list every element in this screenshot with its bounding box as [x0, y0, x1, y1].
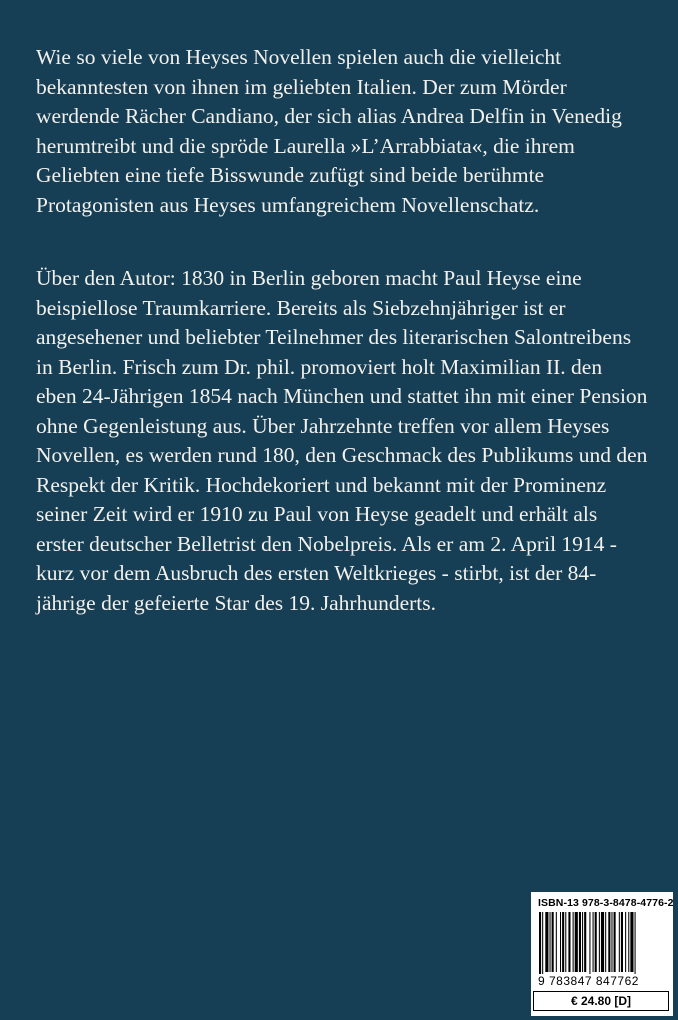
barcode-bar	[619, 912, 620, 972]
barcode-bar	[568, 912, 570, 972]
barcode-bar	[628, 912, 629, 972]
barcode-bar	[562, 912, 564, 972]
isbn-number: ISBN-13 978-3-8478-4776-2	[538, 897, 674, 909]
barcode-bar	[552, 912, 554, 972]
barcode-bar	[595, 912, 597, 972]
barcode-bar	[611, 912, 612, 972]
barcode-bar	[614, 912, 616, 972]
isbn-label	[531, 892, 673, 1016]
description-paragraph: Wie so viele von Heyses Novellen spielen auch die vielleicht bekanntesten von ihnen im geliebten Italien. Der zum Mörder werdende Rächer Candiano, der sich alias Andrea Delfin in Venedig herumtreibt und die spröde Laurella »L’Arrabbiata«, die ihrem Geliebten eine tiefe Bisswunde zufügt sind beide berühmte Protagonisten aus Heyses umfangreichem Novellenschatz.	[36, 45, 622, 217]
barcode-bar	[565, 912, 566, 972]
barcode-bar	[589, 912, 590, 978]
barcode-bar	[621, 912, 623, 972]
barcode-bar	[579, 912, 581, 972]
barcode-bar	[539, 912, 541, 978]
barcode-bar	[608, 912, 610, 972]
barcode-bar	[584, 912, 586, 972]
barcode-bar	[560, 912, 561, 972]
barcode-bar	[635, 912, 636, 978]
barcode-digits: 9 783847 847762	[538, 974, 668, 988]
price-label: € 24.80 [D]	[533, 991, 669, 1011]
barcode-bar	[556, 912, 557, 972]
barcode-bar	[605, 912, 606, 972]
barcode-bar	[542, 912, 543, 978]
barcode-bar	[625, 912, 626, 972]
barcode-bar	[601, 912, 604, 972]
barcode-bar	[599, 912, 600, 972]
barcode-bar	[573, 912, 574, 972]
barcode-bar	[550, 912, 551, 972]
author-bio-paragraph: Über den Autor: 1830 in Berlin geboren macht Paul Heyse eine beispiellose Traumkarriere. Bereits als Siebzehnjähriger ist er angesehener und beliebter Teilnehmer des literarischen Salontreibens in Berlin. Frisch zum Dr. phil. promoviert holt Maximilian II. den eben 24-Jährigen 1854 nach München und stattet ihn mit einer Pension ohne Gegenleistung aus. Über Jahrzehnte treffen vor allem Heyses Novellen, es werden rund 180, den Geschmack des Publikums und den Respekt der Kritik. Hochdekoriert und bekannt mit der Prominenz seiner Zeit wird er 1910 zu Paul von Heyse geadelt und erhält als erster deutscher Belletrist den Nobelpreis. Als er am 2. April 1914 - kurz vor dem Ausbruch des ersten Weltkrieges - stirbt, ist der 84-jährige der gefeierte Star des 19. Jahrhunderts.	[36, 266, 648, 615]
barcode-bar	[582, 912, 583, 972]
barcode-bar	[545, 912, 548, 972]
barcode-bar	[630, 912, 633, 972]
barcode	[537, 912, 665, 978]
barcode-bar	[593, 912, 594, 972]
barcode-bar	[575, 912, 578, 972]
